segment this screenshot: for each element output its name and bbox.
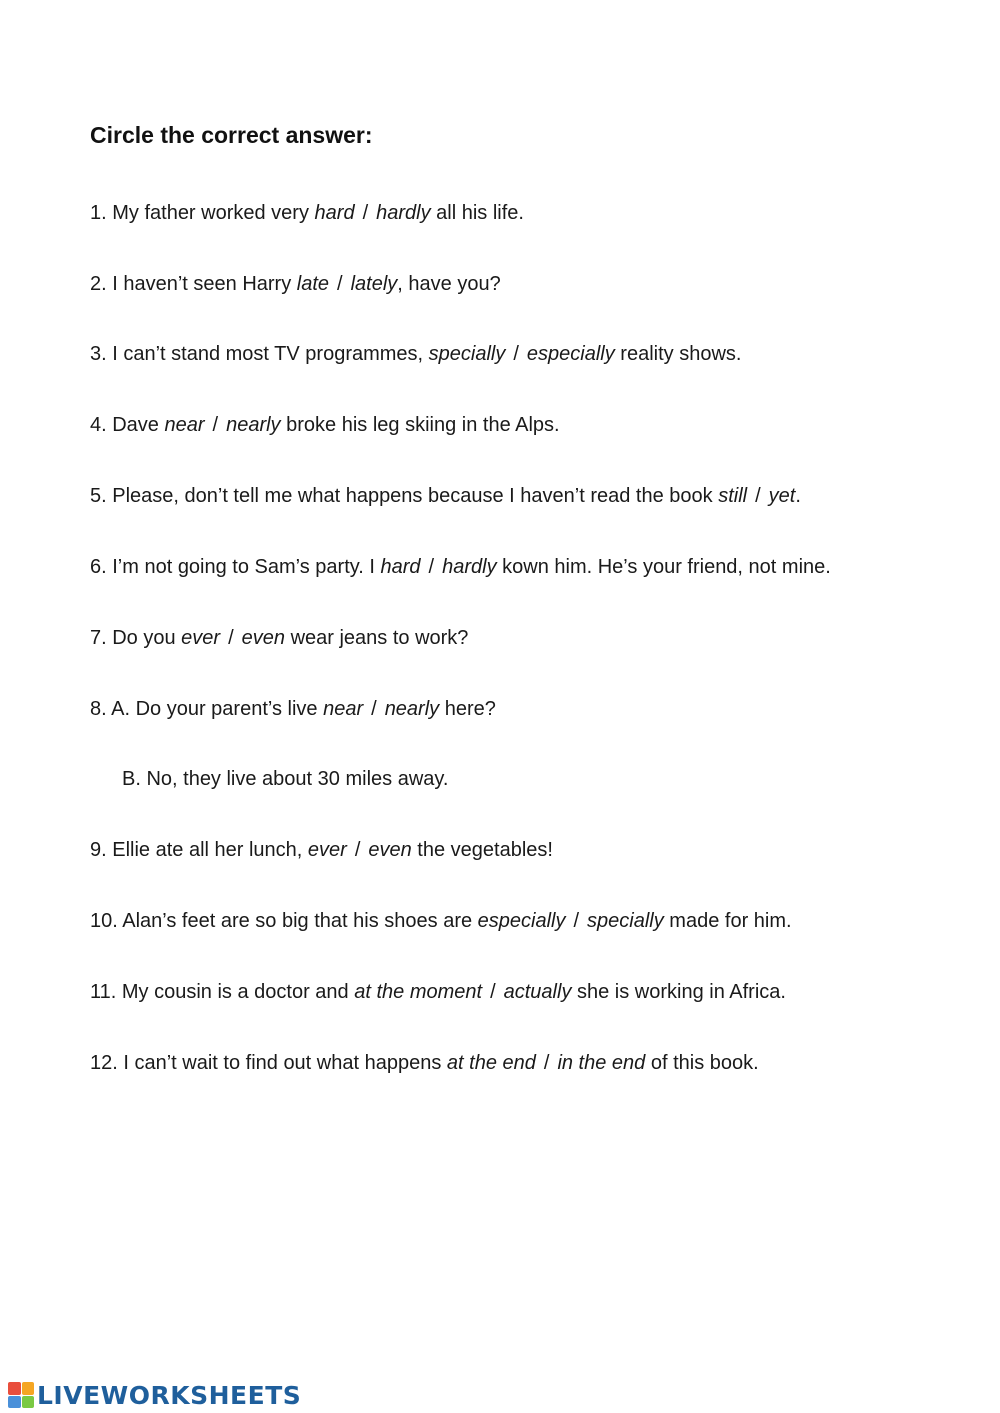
question-text-end: , have you? — [397, 273, 501, 295]
question-text: 9. Ellie ate all her lunch, — [90, 839, 308, 861]
option-a[interactable]: hard — [380, 556, 421, 578]
option-b[interactable]: lately — [350, 273, 398, 295]
option-b[interactable]: hardly — [376, 202, 431, 224]
option-separator: / — [755, 485, 761, 507]
option-b[interactable]: hardly — [442, 556, 497, 578]
question-10 — [90, 910, 792, 933]
question-text-end: of this book. — [645, 1052, 759, 1074]
logo-text: LIVEWORKSHEETS — [37, 1380, 302, 1410]
logo-block-1 — [8, 1382, 21, 1395]
option-b[interactable]: specially — [587, 910, 664, 932]
question-text-end: made for him. — [663, 910, 792, 932]
question-text: 1. My father worked very — [90, 202, 315, 224]
option-b[interactable]: even — [241, 627, 286, 649]
option-separator: / — [573, 910, 580, 932]
option-separator: / — [212, 414, 219, 436]
option-b[interactable]: nearly — [226, 414, 281, 436]
logo-block-4 — [22, 1396, 35, 1409]
question-text-end: here? — [439, 698, 496, 720]
question-11 — [90, 981, 786, 1004]
option-a[interactable]: especially — [477, 910, 566, 932]
question-8-answer-b: B. No, they live about 30 miles away. — [122, 768, 449, 790]
option-separator: / — [371, 698, 377, 720]
option-separator: / — [337, 273, 343, 295]
question-text: 10. Alan’s feet are so big that his shoes are — [90, 910, 478, 932]
option-a[interactable]: late — [296, 273, 330, 295]
option-a[interactable]: hard — [314, 202, 355, 224]
option-a[interactable]: ever — [181, 627, 221, 649]
question-7 — [90, 627, 468, 650]
question-6 — [90, 556, 831, 579]
question-text: 3. I can’t stand most TV programmes, — [90, 343, 429, 365]
question-5 — [90, 485, 801, 508]
option-separator: / — [354, 839, 361, 861]
option-b[interactable]: yet — [768, 485, 796, 507]
option-a[interactable]: near — [164, 414, 205, 436]
question-text: 5. Please, don’t tell me what happens because I haven’t read the book — [90, 485, 719, 507]
option-separator: / — [490, 981, 496, 1003]
question-text-end: broke his leg skiing in the Alps. — [280, 414, 560, 436]
question-text: 6. I’m not going to Sam’s party. I — [90, 556, 381, 578]
question-1 — [90, 202, 524, 225]
question-text-end: . — [795, 485, 801, 507]
option-separator: / — [513, 343, 519, 365]
option-b[interactable]: even — [368, 839, 412, 861]
question-text: 11. My cousin is a doctor and — [90, 981, 355, 1003]
option-separator: / — [428, 556, 435, 578]
question-text-end: the vegetables! — [411, 839, 553, 861]
option-a[interactable]: ever — [307, 839, 347, 861]
question-text-end: wear jeans to work? — [285, 627, 469, 649]
question-2 — [90, 273, 501, 296]
option-a[interactable]: still — [718, 485, 748, 507]
question-3 — [90, 343, 741, 366]
question-text: 7. Do you — [90, 627, 182, 649]
question-text-end: she is working in Africa. — [571, 981, 786, 1003]
question-4 — [90, 414, 560, 437]
logo-blocks-icon — [8, 1382, 34, 1408]
instructions-title: Circle the correct answer: — [90, 122, 373, 148]
option-b[interactable]: in the end — [557, 1052, 646, 1074]
option-separator: / — [362, 202, 369, 224]
question-12 — [90, 1052, 759, 1075]
liveworksheets-logo[interactable] — [8, 1380, 301, 1410]
question-text-end: reality shows. — [614, 343, 742, 365]
option-a[interactable]: near — [323, 698, 364, 720]
question-8 — [90, 698, 496, 721]
option-b[interactable]: especially — [526, 343, 615, 365]
question-text: 4. Dave — [90, 414, 165, 436]
logo-block-2 — [22, 1382, 35, 1395]
option-separator: / — [228, 627, 234, 649]
question-text-end: kown him. He’s your friend, not mine. — [496, 556, 831, 578]
option-a[interactable]: specially — [428, 343, 506, 365]
question-9 — [90, 839, 553, 862]
question-text: 12. I can’t wait to find out what happens — [90, 1052, 447, 1074]
question-text: 2. I haven’t seen Harry — [90, 273, 297, 295]
option-separator: / — [543, 1052, 550, 1074]
option-b[interactable]: actually — [503, 981, 572, 1003]
question-text: 8. A. Do your parent’s live — [90, 698, 324, 720]
question-text-end: all his life. — [430, 202, 524, 224]
option-a[interactable]: at the end — [446, 1052, 536, 1074]
option-b[interactable]: nearly — [384, 698, 440, 720]
option-a[interactable]: at the moment — [354, 981, 483, 1003]
logo-block-3 — [8, 1396, 21, 1409]
